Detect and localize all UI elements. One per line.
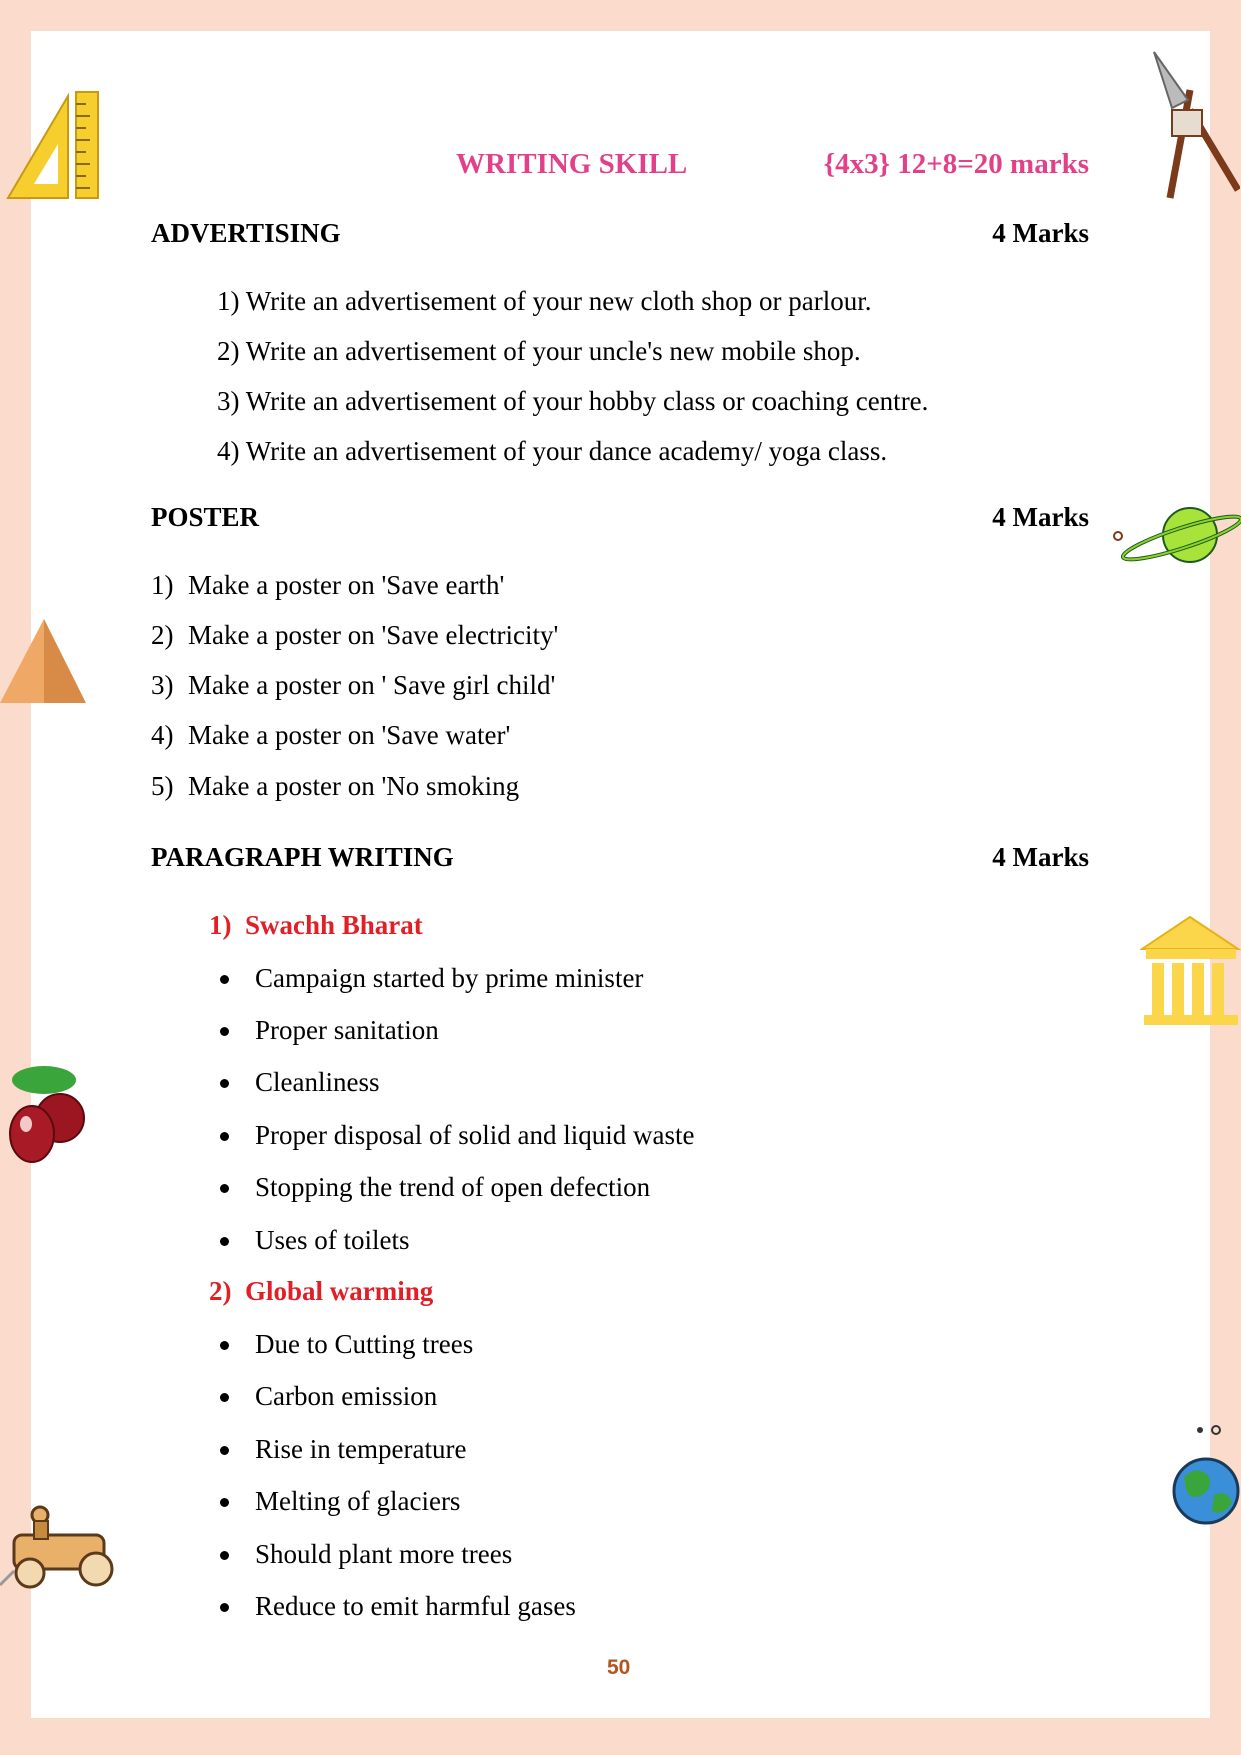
bullet xyxy=(220,1027,229,1036)
list-item: Uses of toilets xyxy=(255,1225,410,1255)
list-item: Cleanliness xyxy=(255,1067,380,1097)
bullet xyxy=(220,1393,229,1402)
marks-summary: {4x3} 12+8=20 marks xyxy=(823,148,1089,180)
list-item: Melting of glaciers xyxy=(255,1486,461,1516)
list-item-number: 4) xyxy=(151,720,174,750)
page-title: WRITING SKILL xyxy=(456,148,688,180)
list-item: Proper disposal of solid and liquid waste xyxy=(255,1120,695,1150)
list-item: 1) Write an advertisement of your new cloth shop or parlour. xyxy=(217,286,872,316)
list-item: Reduce to emit harmful gases xyxy=(255,1591,576,1621)
list-item: Proper sanitation xyxy=(255,1015,439,1045)
list-item: 4) Write an advertisement of your dance academy/ yoga class. xyxy=(217,436,888,466)
list-item: Make a poster on 'Save electricity' xyxy=(188,620,559,650)
bullet xyxy=(220,1079,229,1088)
bullet xyxy=(220,1498,229,1507)
paragraph-heading: PARAGRAPH WRITING xyxy=(151,842,454,872)
topic-heading: 2) Global warming xyxy=(209,1276,434,1306)
list-item: Make a poster on ' Save girl child' xyxy=(188,670,556,700)
bullet xyxy=(220,1341,229,1350)
topic-heading: 1) Swachh Bharat xyxy=(209,910,423,940)
list-item: Make a poster on 'No smoking xyxy=(188,771,520,801)
page-number: 50 xyxy=(607,1656,631,1679)
paragraph-marks: 4 Marks xyxy=(992,842,1089,872)
pyramid-icon xyxy=(0,617,88,705)
list-item: 3) Write an advertisement of your hobby class or coaching centre. xyxy=(217,386,929,416)
bullet xyxy=(220,1132,229,1141)
poster-marks: 4 Marks xyxy=(992,502,1089,532)
list-item-number: 3) xyxy=(151,670,174,700)
list-item: Rise in temperature xyxy=(255,1434,467,1464)
spear-tools-icon xyxy=(1150,50,1240,200)
bullet xyxy=(220,975,229,984)
list-item: 2) Write an advertisement of your uncle's new mobile shop. xyxy=(217,336,861,366)
poster-heading: POSTER xyxy=(151,502,260,532)
planet-icon xyxy=(1112,500,1241,570)
temple-icon xyxy=(1140,915,1241,1027)
list-item: Make a poster on 'Save earth' xyxy=(188,570,505,600)
bullet xyxy=(220,1446,229,1455)
bullet xyxy=(220,1237,229,1246)
bullet xyxy=(220,1603,229,1612)
list-item: Carbon emission xyxy=(255,1381,438,1411)
advertising-marks: 4 Marks xyxy=(992,218,1089,248)
berries-icon xyxy=(4,1062,88,1166)
bullet xyxy=(220,1551,229,1560)
list-item: Should plant more trees xyxy=(255,1539,513,1569)
set-square-ruler-icon xyxy=(6,88,102,200)
list-item: Stopping the trend of open defection xyxy=(255,1172,651,1202)
list-item-number: 5) xyxy=(151,771,174,801)
list-item-number: 1) xyxy=(151,570,174,600)
cart-icon xyxy=(0,1505,124,1595)
globe-icon xyxy=(1170,1425,1241,1525)
list-item: Campaign started by prime minister xyxy=(255,963,644,993)
list-item: Due to Cutting trees xyxy=(255,1329,474,1359)
list-item: Make a poster on 'Save water' xyxy=(188,720,511,750)
list-item-number: 2) xyxy=(151,620,174,650)
bullet xyxy=(220,1184,229,1193)
advertising-heading: ADVERTISING xyxy=(151,218,341,248)
document-page xyxy=(31,31,1210,1718)
